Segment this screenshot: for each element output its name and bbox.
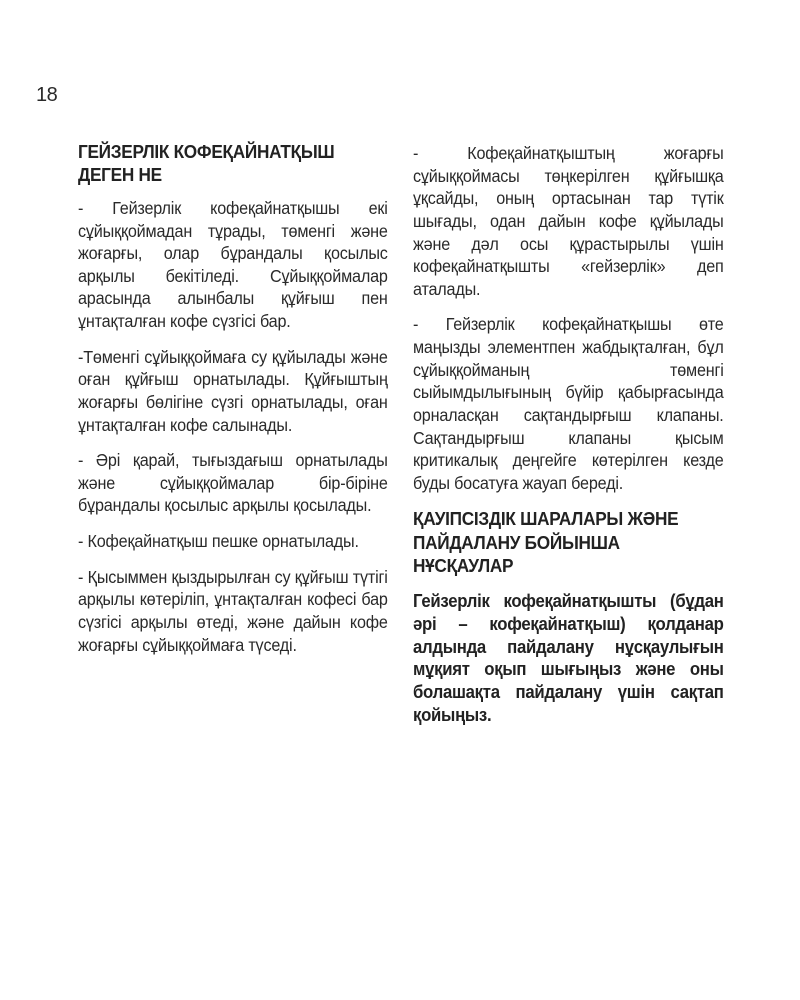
bold-paragraph-instructions: Гейзерлік кофеқайнатқышты (бұдан әрі – кофеқайнатқыш) қолданар алдында пайдалану нұсқаулығын мұқият оқып шығыңыз және оны болашақта пайдалану үшін сақтап қойыңыз.: [413, 590, 724, 726]
right-column: [413, 142, 724, 727]
paragraph: - Кофеқайнатқыш пешке орнатылады.: [78, 531, 359, 552]
paragraph: - Гейзерлік кофеқайнатқышы өте маңызды элементпен жабдықталған, бұл сұйыққойманың төменгі сыйымдылығының бүйір қабырғасында орналасқан сақтандырғыш клапаны. Сақтандырғыш клапаны қысым критикалық деңгейге көтерілген кезде буды босатуға жауап береді.: [413, 314, 724, 493]
section-heading-what-is-geyser: ГЕЙЗЕРЛІК КОФЕҚАЙНАТҚЫШ ДЕГЕН НЕ: [78, 141, 335, 186]
page-number: 18: [36, 84, 58, 106]
paragraph: -Төменгі сұйыққоймаға су құйылады және оған құйғыш орнатылады. Құйғыштың жоғарғы бөлігіне сүзгі орнатылады, оған ұнтақталған кофе салынады.: [78, 346, 388, 435]
left-column: [78, 140, 388, 669]
paragraph: - Гейзерлік кофеқайнатқышы екі сұйыққоймадан тұрады, төменгі және жоғарғы, олар бұрандалы қосылыс арқылы бекітіледі. Сұйыққоймалар арасында алынбалы құйғыш пен ұнтақталған кофе сүзгісі бар.: [78, 197, 388, 332]
paragraph: - Әрі қарай, тығыздағыш орнатылады және сұйыққоймалар бір-біріне бұрандалы қосылыс арқылы қосылады.: [78, 450, 388, 516]
paragraph: - Қысыммен қыздырылған су құйғыш түтігі арқылы көтеріліп, ұнтақталған кофесі бар сүзгісі арқылы өтеді, және дайын кофе жоғарғы сұйыққоймаға түседі.: [78, 566, 388, 655]
paragraph: - Кофеқайнатқыштың жоғарғы сұйыққоймасы төңкерілген құйғышқа ұқсайды, оның ортасынан тар түтік шығады, одан дайын кофе құйылады және дәл осы құрастырылы үшін кофеқайнатқышты «гейзерлік» деп аталады.: [413, 143, 724, 299]
section-heading-safety: ҚАУІПСІЗДІК ШАРАЛАРЫ ЖӘНЕ ПАЙДАЛАНУ БОЙЫНША НҰСҚАУЛАР: [413, 508, 679, 577]
